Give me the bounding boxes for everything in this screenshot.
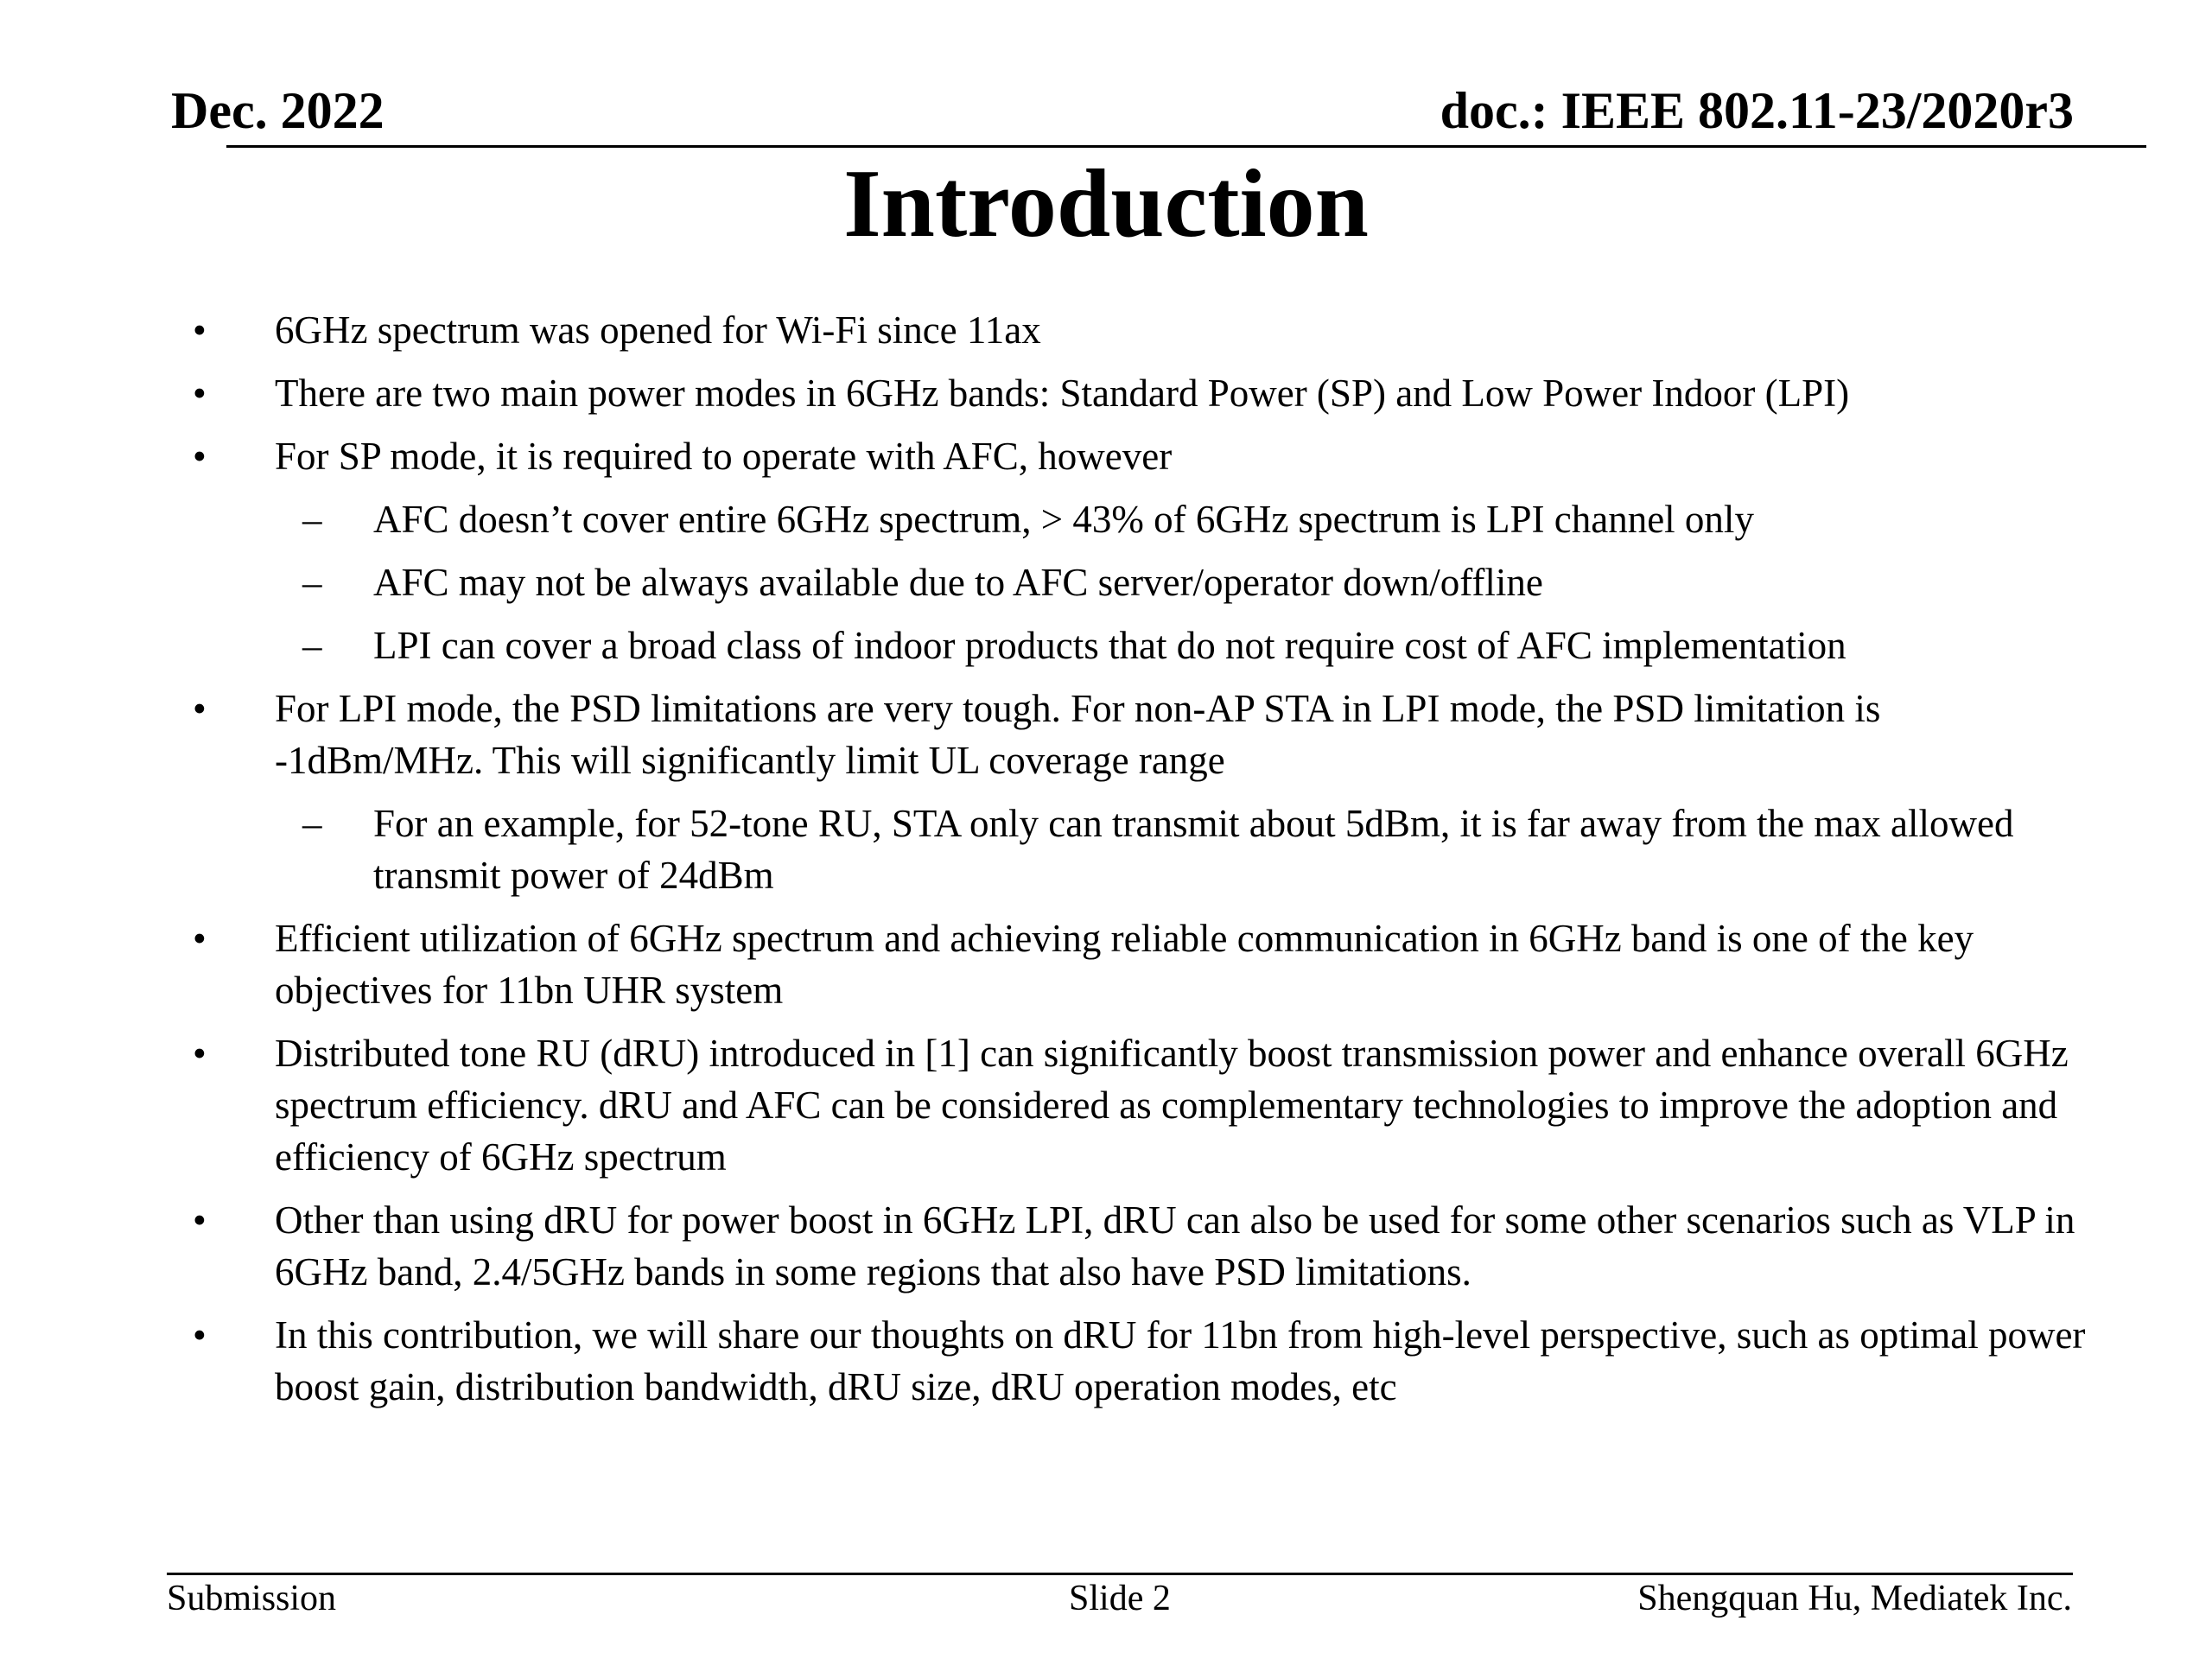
bullet-item bbox=[193, 912, 2089, 1016]
footer-author: Shengquan Hu, Mediatek Inc. bbox=[1637, 1579, 2072, 1618]
sub-bullet-marker: – bbox=[302, 624, 322, 667]
sub-bullet-item bbox=[302, 798, 2097, 901]
bullet-item bbox=[193, 1309, 2089, 1413]
slide-content bbox=[0, 304, 2212, 1413]
sub-bullet-marker: – bbox=[302, 561, 322, 604]
footer-rule bbox=[167, 1573, 2073, 1575]
bullet-text: There are two main power modes in 6GHz bands: Standard Power (SP) and Low Power Indoor (LPI) bbox=[275, 372, 1850, 415]
sub-bullet-marker: – bbox=[302, 498, 322, 541]
sub-bullet-text: For an example, for 52-tone RU, STA only can transmit about 5dBm, it is far away from the max allowed transmit power of 24dBm bbox=[373, 802, 2014, 897]
sub-bullet-item bbox=[302, 620, 2097, 671]
bullet-item bbox=[193, 683, 2089, 786]
bullet-item bbox=[193, 1194, 2089, 1298]
bullet-marker: • bbox=[193, 687, 207, 730]
bullet-text: Other than using dRU for power boost in 6GHz LPI, dRU can also be used for some other scenarios such as VLP in 6GHz band, 2.4/5GHz bands in some regions that also have PSD limitations. bbox=[275, 1198, 2075, 1294]
bullet-text: For LPI mode, the PSD limitations are very tough. For non-AP STA in LPI mode, the PSD limitation is -1dBm/MHz. This will significantly limit UL coverage range bbox=[275, 687, 1881, 782]
bullet-item bbox=[193, 304, 2089, 356]
header-date: Dec. 2022 bbox=[171, 82, 385, 139]
bullet-marker: • bbox=[193, 308, 207, 352]
bullet-marker: • bbox=[193, 372, 207, 415]
footer-slide-number: Slide 2 bbox=[1069, 1579, 1171, 1618]
slide-title: Introduction bbox=[843, 150, 1369, 257]
sub-bullet-item bbox=[302, 493, 2097, 545]
header-rule bbox=[226, 145, 2146, 148]
bullet-item bbox=[193, 1027, 2089, 1183]
bullet-text: For SP mode, it is required to operate with AFC, however bbox=[275, 435, 1173, 478]
bullet-text: In this contribution, we will share our thoughts on dRU for 11bn from high-level perspective, such as optimal power boost gain, distribution bandwidth, dRU size, dRU operation modes, etc bbox=[275, 1313, 2086, 1408]
bullet-marker: • bbox=[193, 1032, 207, 1075]
bullet-marker: • bbox=[193, 1313, 207, 1357]
sub-bullet-item bbox=[302, 556, 2097, 608]
header-doc-id: doc.: IEEE 802.11-23/2020r3 bbox=[1440, 82, 2074, 139]
sub-bullet-text: LPI can cover a broad class of indoor products that do not require cost of AFC implementation bbox=[373, 624, 1847, 667]
bullet-marker: • bbox=[193, 1198, 207, 1242]
bullet-item bbox=[193, 430, 2089, 482]
sub-bullet-text: AFC doesn’t cover entire 6GHz spectrum, > 43% of 6GHz spectrum is LPI channel only bbox=[373, 498, 1754, 541]
bullet-marker: • bbox=[193, 917, 207, 960]
bullet-marker: • bbox=[193, 435, 207, 478]
bullet-text: Distributed tone RU (dRU) introduced in [1] can significantly boost transmission power and enhance overall 6GHz spectrum efficiency. dRU and AFC can be considered as complementary technologies to improve the adoption and efficiency of 6GHz spectrum bbox=[275, 1032, 2069, 1179]
sub-bullet-marker: – bbox=[302, 802, 322, 845]
bullet-item bbox=[193, 367, 2089, 419]
bullet-text: 6GHz spectrum was opened for Wi-Fi since 11ax bbox=[275, 308, 1041, 352]
footer-submission: Submission bbox=[167, 1579, 337, 1618]
sub-bullet-text: AFC may not be always available due to AFC server/operator down/offline bbox=[373, 561, 1543, 604]
bullet-text: Efficient utilization of 6GHz spectrum and achieving reliable communication in 6GHz band is one of the key objectives for 11bn UHR system bbox=[275, 917, 1974, 1012]
